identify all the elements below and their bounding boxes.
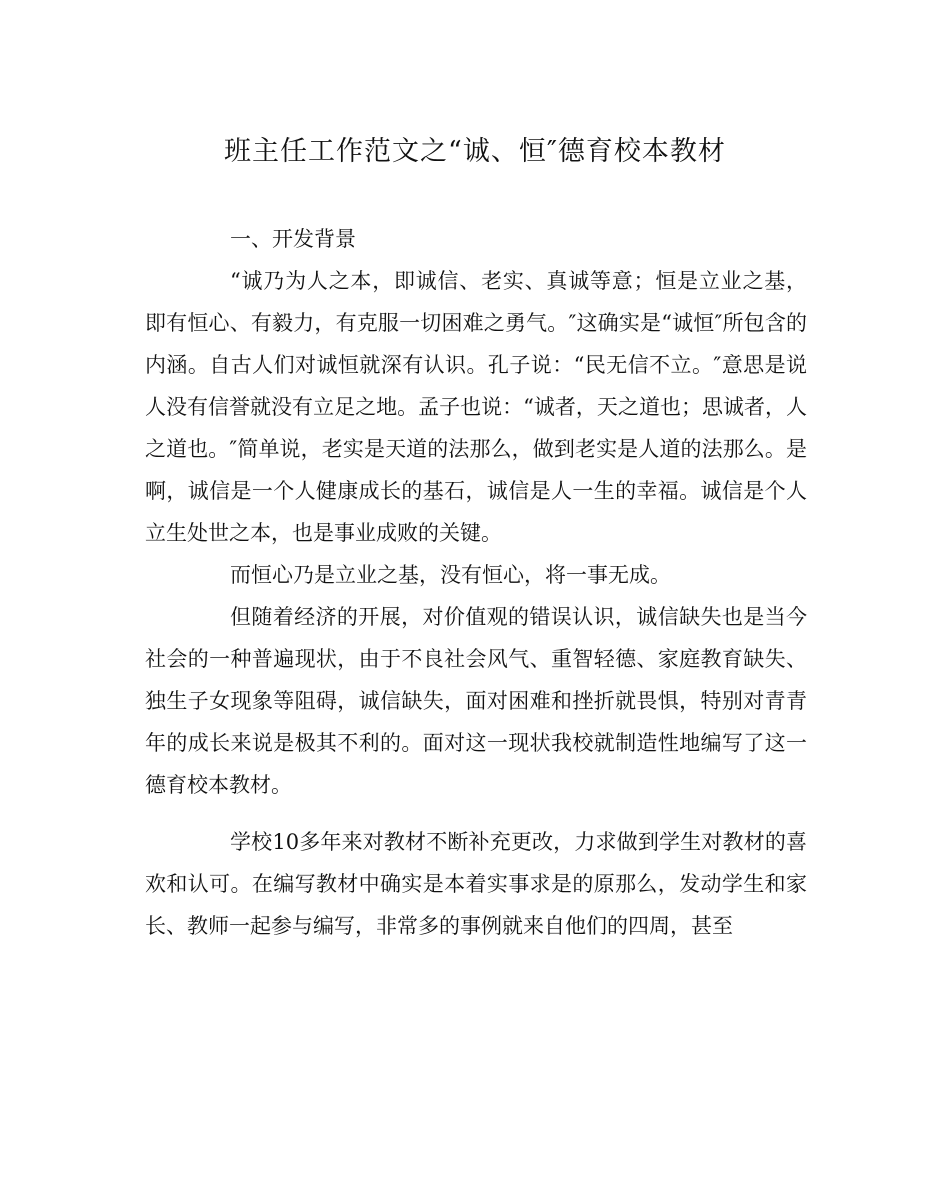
body-paragraph: “诚乃为人之本，即诚信、老实、真诚等意；恒是立业之基，即有恒心、有毅力，有克服一切困难之勇气。″这确实是“诚恒″所包含的内涵。自古人们对诚恒就深有认识。孔子说：“民无信不立。″意思是说人没有信誉就没有立足之地。孟子也说：“诚者，天之道也；思诚者，人之道也。″简单说，老实是天道的法那么，做到老实是人道的法那么。是啊，诚信是一个人健康成长的基石，诚信是人一生的幸福。诚信是个人立生处世之本，也是事业成败的关键。	[145, 269, 807, 545]
document-title: 班主任工作范文之“诚、恒″德育校本教材	[224, 136, 726, 167]
body-paragraph: 学校10多年来对教材不断补充更改，力求做到学生对教材的喜欢和认可。在编写教材中确实是本着实事求是的原那么，发动学生和家长、教师一起参与编写，非常多的事例就来自他们的四周，甚至	[145, 830, 807, 938]
body-paragraph: 而恒心乃是立业之基，没有恒心，将一事无成。	[230, 563, 671, 587]
section-heading: 一、开发背景	[230, 227, 356, 251]
body-paragraph: 但随着经济的开展，对价值观的错误认识，诚信缺失也是当今社会的一种普遍现状，由于不良社会风气、重智轻德、家庭教育缺失、独生子女现象等阻碍，诚信缺失，面对困难和挫折就畏惧，特别对青青年的成长来说是极其不利的。面对这一现状我校就制造性地编写了这一德育校本教材。	[145, 605, 807, 797]
document-body	[145, 218, 807, 947]
